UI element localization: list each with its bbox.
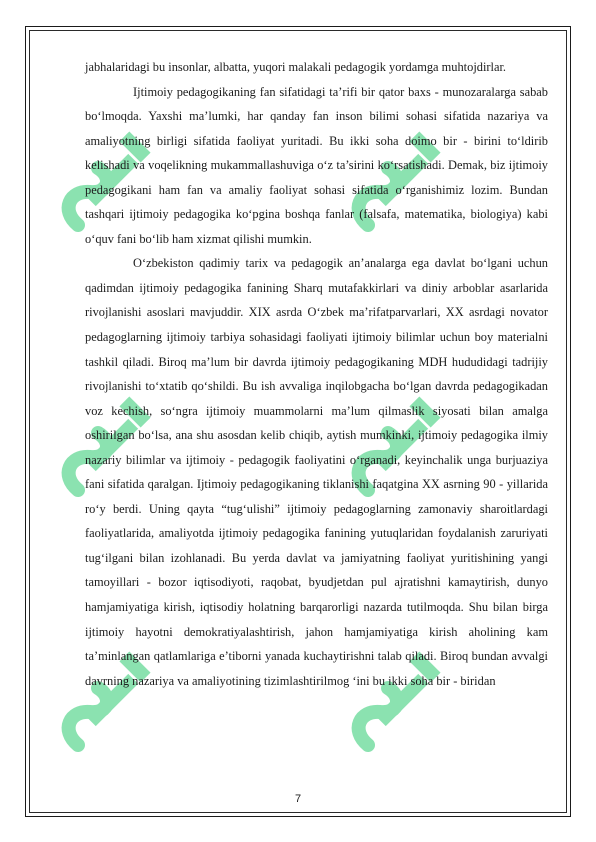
paragraph: Ijtimoiy pedagogikaning fan sifatidagi ta’rifi bir qator baxs - munozaralarga sabab bo‘lmoqda. Yaxshi ma’lumki, har qanday fan inson bilimi sohasi sifatida nazariya va amaliyotning birligi sifatida faoliyat yuritadi. Bu ikki soha doimo bir - birini to‘ldirib kelishadi va voqelikning mukammallashuviga o‘z ta’sirini ko‘rsatishadi. Demak, biz ijtimoiy pedagogikani ham fan va amaliy faoliyat sohasi sifatida o‘rganishimiz lozim. Bundan tashqari ijtimoiy pedagogika ko‘pgina boshqa fanlar (falsafa, matematika, biologiya) kabi o‘quv fani bo‘lib ham xizmat qilishi mumkin. [85,84,548,246]
paragraph: jabhalaridagi bu insonlar, albatta, yuqori malakali pedagogik yordamga muhtojdirlar. [85,60,507,74]
document-body [85,55,548,693]
paragraph: O‘zbekiston qadimiy tarix va pedagogik an’analarga ega davlat bo‘lgani uchun qadimdan ijtimoiy pedagogika fanining Sharq mutafakkirlari va diniy arboblar asarlarida rivojlanishi asoslari mavjuddir. XIX asrda O‘zbek ma’rifatparvarlari, XX asrdagi novator pedagoglarning ijtimoiy tarbiya sohasidagi faoliyati ijtimoiy bilimlar uchun boy materialni tashkil qiladi. Biroq ma’lum bir davrda ijtimoiy pedagogikaning MDH hududidagi tadrijiy rivojlanishi to‘xtatib qo‘shildi. Bu ish avvaliga inqilobgacha bo‘lgan davrda pedagogikadan voz kechish, so‘ngra ijtimoiy muammolarni ma’lum qilmaslik siyosati bilan amalga oshirilgan bo‘lsa, ana shu asosdan kelib chiqib, aytish mumkinki, ijtimoiy pedagogika ilmiy nazariy bilimlar va ijtimoiy - pedagogik faoliyatini o‘rganadi, keyinchalik unga burjuaziya fani sifatida qaralgan. Ijtimoiy pedagogikaning tiklanishi faqatgina XX asrning 90 - yillarida ro‘y berdi. Uning qayta “tug‘ulishi” ijtimoiy pedagoglarning zamonaviy sharoitlardagi faoliyatlarida, amaliyotda ijtimoiy pedagogika fanining yutuqlaridan foydalanish zaruriyati tug‘ilgani bilan izohlanadi. Bu yerda davlat va jamiyatning faoliyat yuritishining yangi tamoyillari - bozor iqtisodiyoti, raqobat, byudjetdan pul ajratishni kamaytirish, dunyo hamjamiyatiga kirish, iqtisodiy holatning barqarorligi nazarda tutilmoqda. Shu bilan birga ijtimoiy hayotni demokratiyalashtirish, jahon hamjamiyatiga kirish aholining kam ta’minlangan qatlamlariga e’tiborni yanada kuchaytirishni talab qiladi. Biroq bundan avvalgi davrning nazariya va amaliyotining tizimlashtirilmog ‘ini bu ikki soha bir - biridan [85,256,548,688]
page-number: 7 [294,793,302,805]
